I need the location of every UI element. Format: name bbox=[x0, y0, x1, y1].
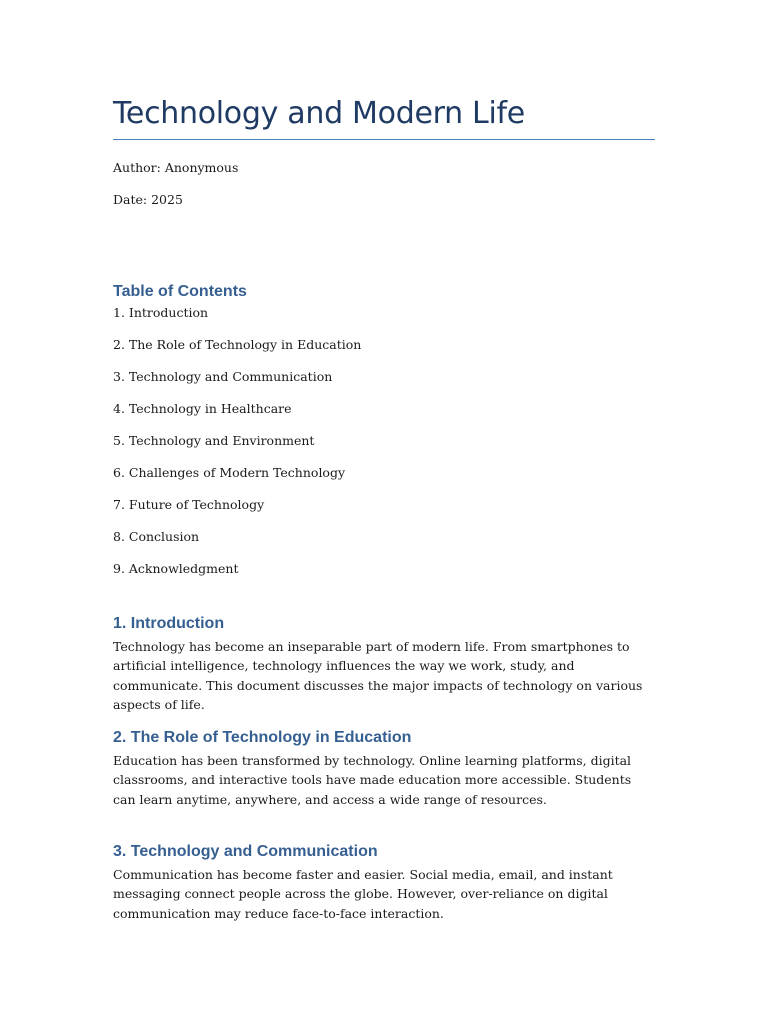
toc-item-introduction: 1. Introduction bbox=[113, 305, 209, 320]
toc-item-environment: 5. Technology and Environment bbox=[113, 433, 315, 448]
section-body-communication: Communication has become faster and easier. Social media, email, and instant messaging connect people across the globe. However, over-reliance on digital communication may reduce face-to-face interaction. bbox=[113, 867, 613, 921]
toc-item-conclusion: 8. Conclusion bbox=[113, 529, 200, 544]
toc-item-acknowledgment: 9. Acknowledgment bbox=[113, 561, 239, 576]
toc-item-challenges: 6. Challenges of Modern Technology bbox=[113, 465, 346, 480]
section-body-education: Education has been transformed by technology. Online learning platforms, digital classrooms, and interactive tools have made education more accessible. Students can learn anytime, anywhere, and access a wide range of resources. bbox=[113, 753, 632, 807]
toc-item-healthcare: 4. Technology in Healthcare bbox=[113, 401, 292, 416]
toc-item-communication: 3. Technology and Communication bbox=[113, 369, 333, 384]
toc-item-education: 2. The Role of Technology in Education bbox=[113, 337, 362, 352]
section-heading-communication: 3. Technology and Communication bbox=[113, 843, 378, 860]
date-line: Date: 2025 bbox=[113, 192, 183, 207]
table-of-contents bbox=[113, 304, 361, 592]
section-heading-education: 2. The Role of Technology in Education bbox=[113, 729, 412, 746]
section-heading-introduction: 1. Introduction bbox=[113, 615, 225, 632]
title-underline bbox=[113, 139, 655, 140]
section-body-introduction: Technology has become an inseparable part of modern life. From smartphones to artificial intelligence, technology influences the way we work, study, and communicate. This document discusses the major impacts of technology on various aspects of life. bbox=[113, 639, 643, 712]
toc-item-future: 7. Future of Technology bbox=[113, 497, 265, 512]
toc-heading: Table of Contents bbox=[113, 283, 247, 300]
document-title: Technology and Modern Life bbox=[113, 96, 525, 131]
author-line: Author: Anonymous bbox=[113, 160, 239, 175]
